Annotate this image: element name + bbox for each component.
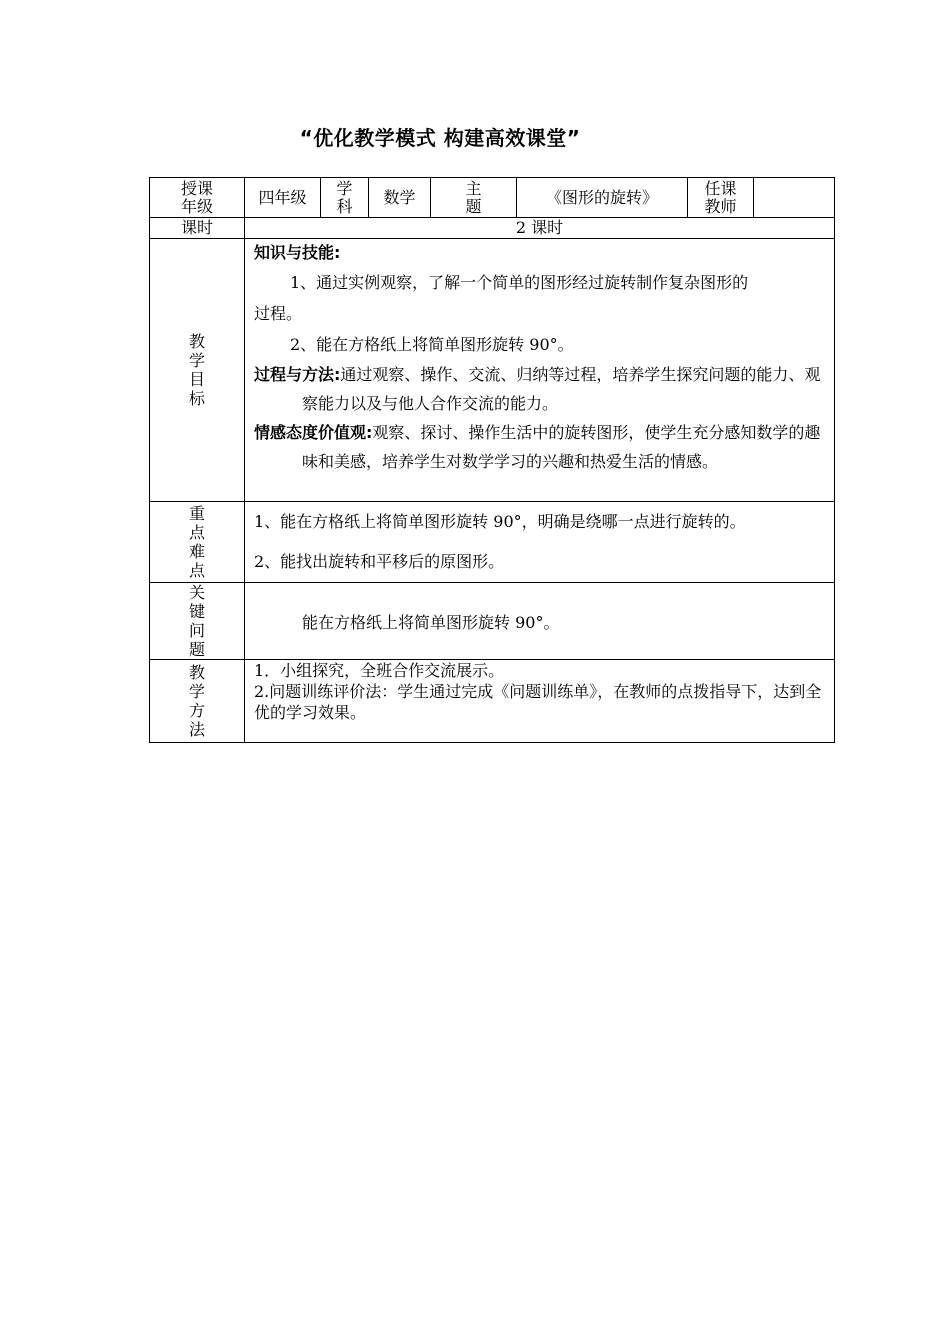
grade-label-cell [150, 178, 245, 218]
class-hours-row [150, 218, 835, 239]
lesson-plan-table [149, 177, 835, 743]
objectives-row [150, 239, 835, 502]
teaching-method-item2: 2.问题训练评价法：学生通过完成《问题训练单》，在教师的点拨指导下，达到全优的学习效果。 [254, 682, 822, 722]
teaching-method-item1: 1．小组探究，全班合作交流展示。 [254, 661, 505, 680]
teaching-method-content [245, 660, 835, 743]
knowledge-item1-line2: 过程。 [254, 304, 303, 323]
teaching-method-label: 教学方法 [188, 663, 205, 739]
grade-value: 四年级 [245, 178, 321, 218]
subject-label-cell [321, 178, 369, 218]
topic-label-cell [431, 178, 517, 218]
key-difficult-row [150, 502, 835, 583]
knowledge-item1-line1: 1、通过实例观察，了解一个简单的图形经过旋转制作复杂图形的 [290, 273, 749, 292]
emotion-text: 观察、探讨、操作生活中的旋转图形，使学生充分感知数学的趣味和美感，培养学生对数学学习的兴趣和热爱生活的情感。 [302, 423, 821, 471]
knowledge-heading: 知识与技能: [254, 243, 341, 262]
process-heading: 过程与方法: [254, 365, 341, 384]
objectives-label: 教学目标 [188, 332, 205, 408]
key-question-label-cell [150, 583, 245, 660]
objectives-content [245, 239, 835, 502]
teaching-method-row [150, 660, 835, 743]
key-difficult-label: 重点难点 [188, 504, 205, 580]
key-question-row [150, 583, 835, 660]
key-difficult-content [245, 502, 835, 583]
subject-value: 数学 [369, 178, 431, 218]
teacher-label-cell [688, 178, 754, 218]
key-question-label: 关键问题 [188, 583, 205, 659]
key-difficult-item2: 2、能找出旋转和平移后的原图形。 [254, 552, 505, 571]
teacher-label: 任课教师 [704, 178, 737, 216]
process-text: 通过观察、操作、交流、归纳等过程，培养学生探究问题的能力、观察能力以及与他人合作交流的能力。 [302, 365, 821, 413]
objectives-label-cell [150, 239, 245, 502]
document-title: “优化教学模式 构建高效课堂” [299, 126, 581, 150]
teacher-value [754, 178, 835, 218]
header-row [150, 178, 835, 218]
subject-label: 学科 [336, 178, 353, 216]
key-difficult-item1: 1、能在方格纸上将简单图形旋转 90°，明确是绕哪一点进行旋转的。 [254, 512, 746, 531]
class-hours-label: 课时 [150, 218, 245, 239]
teaching-method-label-cell [150, 660, 245, 743]
key-difficult-label-cell [150, 502, 245, 583]
topic-value: 《图形的旋转》 [517, 178, 688, 218]
emotion-heading: 情感态度价值观: [254, 423, 373, 442]
class-hours-value: 2 课时 [245, 218, 835, 239]
key-question-text: 能在方格纸上将简单图形旋转 90°。 [245, 583, 835, 660]
grade-label: 授课年级 [180, 178, 213, 216]
knowledge-item2: 2、能在方格纸上将简单图形旋转 90°。 [290, 335, 574, 354]
topic-label: 主题 [465, 178, 482, 216]
